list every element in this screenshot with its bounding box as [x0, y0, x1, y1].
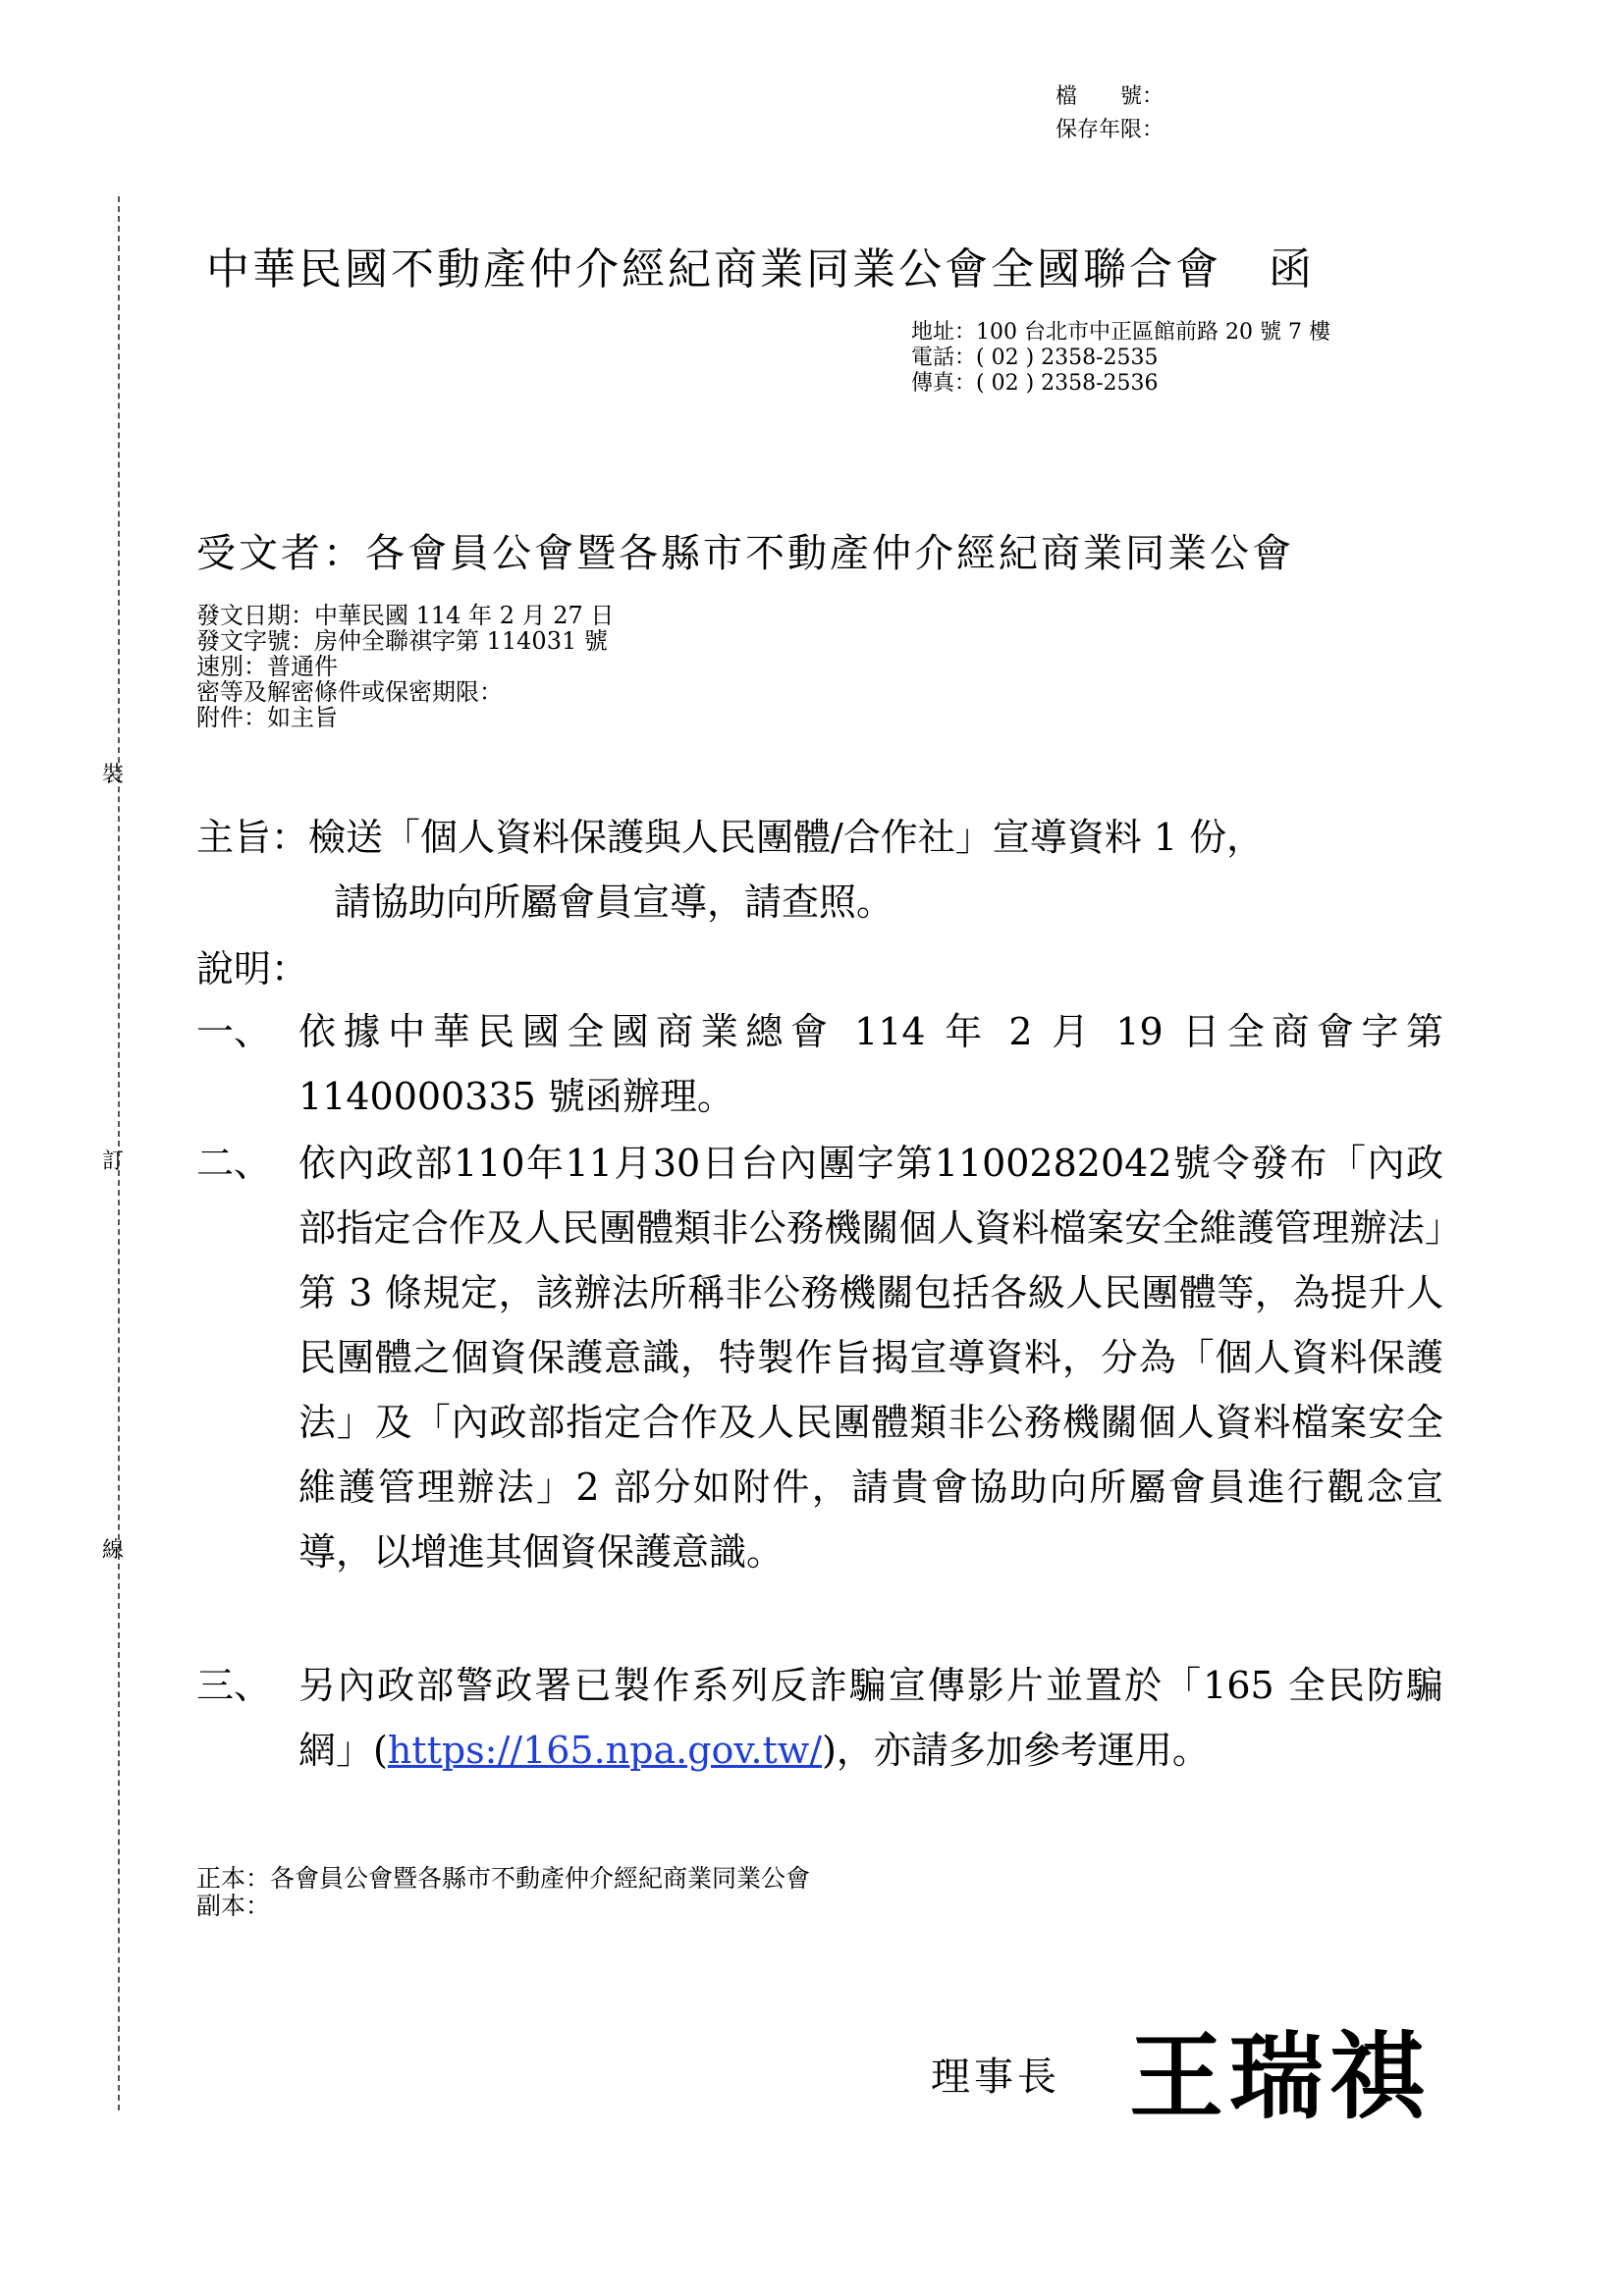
item-text: 依內政部110年11月30日台內團字第1100282042號令發布「內政部指定合作及人民團體類非公務機關個人資料檔案安全維護管理辦法」第 3 條規定，該辦法所稱非公務機關包括各級人民團體等，為提升人民團體之個資保護意識，特製作旨揭宣導資料，分為「個人資料保護法」及「內政部指定合作及人民團體類非公務機關個人資料檔案安全維護管理辦法」2 部分如附件，請貴會協助向所屬會員進行觀念宣導，以增進其個資保護意識。 [298, 1142, 1443, 1574]
subject-line-1: 主旨：檢送「個人資料保護與人民團體/合作社」宣導資料 1 份， [196, 816, 1265, 859]
issue-date: 發文日期：中華民國 114 年 2 月 27 日 [196, 602, 615, 629]
subject-line-2: 請協助向所屬會員宣導，請查照。 [334, 881, 894, 924]
item-number: 二、 [196, 1142, 272, 1185]
org-phone: 電話：( 02 ) 2358-2535 [911, 346, 1159, 370]
item-number: 三、 [196, 1664, 272, 1707]
original-recipients: 正本：各會員公會暨各縣市不動產仲介經紀商業同業公會 [196, 1864, 811, 1893]
distribution [196, 1865, 810, 1920]
recipient: 受文者：各會員公會暨各縣市不動產仲介經紀商業同業公會 [196, 531, 1294, 576]
org-title [206, 234, 1315, 296]
fraud-prevention-link[interactable]: https://165.npa.gov.tw/ [387, 1729, 823, 1772]
explanation-heading: 說明： [196, 947, 309, 990]
retention-period-label: 保存年限： [1056, 118, 1164, 142]
org-contact [911, 320, 1330, 397]
org-fax: 傳真：( 02 ) 2358-2536 [911, 371, 1159, 396]
binding-mark-zhuang: 裝 [102, 763, 125, 787]
binding-mark-xian: 線 [102, 1538, 125, 1563]
delivery-speed: 速別：普通件 [196, 653, 338, 680]
item-text [298, 1653, 1443, 1783]
org-name: 中華民國不動產仲介經紀商業同業公會全國聯合會 [206, 244, 1221, 294]
item-text: 依據中華民國全國商業總會 114 年 2 月 19 日全商會字第 1140000335 號函辦理。 [298, 1010, 1443, 1118]
item-number: 一、 [196, 1010, 272, 1053]
explanation-item-1 [196, 999, 1443, 1129]
copy-recipients: 副本： [196, 1892, 271, 1920]
org-address: 地址：100 台北市中正區館前路 20 號 7 樓 [911, 320, 1330, 345]
document-number: 發文字號：房仲全聯祺字第 114031 號 [196, 627, 608, 655]
binding-mark-ding: 訂 [102, 1149, 125, 1174]
signatory-title: 理事長 [931, 2055, 1060, 2100]
file-number-label: 檔 號： [1056, 84, 1164, 109]
explanation-item-2 [196, 1131, 1443, 1584]
document-meta [196, 603, 614, 730]
explanation-item-3 [196, 1653, 1443, 1783]
secrecy-level: 密等及解密條件或保密期限： [196, 678, 503, 706]
subject [196, 805, 1443, 934]
item-text-after-link: )，亦請多加參考運用。 [822, 1729, 1210, 1772]
attachment: 附件：如主旨 [196, 704, 338, 731]
item-text-before-link: 另內政部警政署已製作系列反詐騙宣傳影片並置於「165 全民防騙網」( [298, 1664, 1443, 1772]
signatory-name: 王瑞祺 [1129, 2022, 1430, 2132]
doc-type: 函 [1269, 244, 1315, 294]
